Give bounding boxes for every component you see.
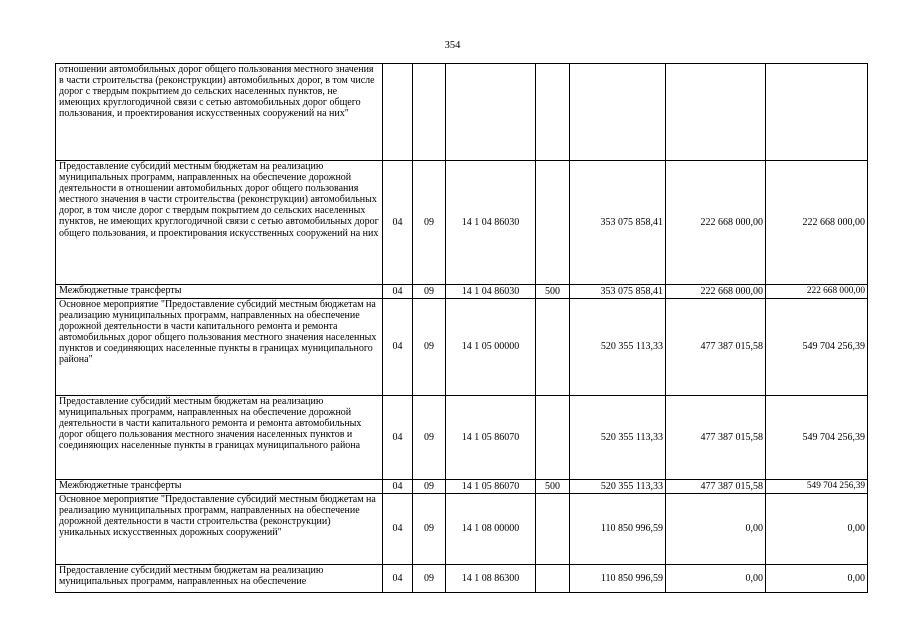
row-amount-3: 222 668 000,00 xyxy=(766,285,868,299)
row-amount-2: 222 668 000,00 xyxy=(666,285,766,299)
row-subsection: 09 xyxy=(413,494,446,565)
row-section: 04 xyxy=(383,299,413,396)
row-section: 04 xyxy=(383,285,413,299)
row-amount-1: 110 850 996,59 xyxy=(570,494,666,565)
table-row xyxy=(56,299,868,396)
row-section: 04 xyxy=(383,565,413,593)
row-amount-1: 520 355 113,33 xyxy=(570,396,666,480)
row-amount-3: 0,00 xyxy=(766,565,868,593)
row-subsection: 09 xyxy=(413,480,446,494)
table-row xyxy=(56,565,868,593)
row-section: 04 xyxy=(383,161,413,285)
row-target: 14 1 04 86030 xyxy=(446,285,536,299)
row-amount-2 xyxy=(666,64,766,161)
row-amount-2: 477 387 015,58 xyxy=(666,396,766,480)
row-description: Основное мероприятие "Предоставление субсидий местным бюджетам на реализацию муниципальных программ, направленных на обеспечение дорожной деятельности в части строительства (реконструкции) уникальных искусственных дорожных сооружений" xyxy=(56,494,383,565)
row-section: 04 xyxy=(383,480,413,494)
row-description: Предоставление субсидий местным бюджетам на реализацию муниципальных программ, направленных на обеспечение дорожной деятельности в части капитального ремонта и ремонта автомобильных дорог общего пользования местного значения населенных пунктов и соединяющих населенные пункты в границах муниципального района xyxy=(56,396,383,480)
row-type xyxy=(536,494,570,565)
row-amount-2: 222 668 000,00 xyxy=(666,161,766,285)
row-subsection: 09 xyxy=(413,396,446,480)
row-section xyxy=(383,64,413,161)
row-amount-1: 353 075 858,41 xyxy=(570,285,666,299)
row-target: 14 1 05 86070 xyxy=(446,396,536,480)
row-type xyxy=(536,299,570,396)
row-amount-3: 549 704 256,39 xyxy=(766,299,868,396)
row-subsection: 09 xyxy=(413,299,446,396)
table-row xyxy=(56,396,868,480)
budget-table xyxy=(55,63,868,593)
row-subsection: 09 xyxy=(413,285,446,299)
row-amount-3: 222 668 000,00 xyxy=(766,161,868,285)
row-amount-2: 0,00 xyxy=(666,565,766,593)
row-type xyxy=(536,161,570,285)
row-amount-2: 477 387 015,58 xyxy=(666,480,766,494)
row-amount-1: 520 355 113,33 xyxy=(570,480,666,494)
row-target: 14 1 05 86070 xyxy=(446,480,536,494)
row-target xyxy=(446,64,536,161)
row-description: Межбюджетные трансферты xyxy=(56,285,383,299)
row-subsection xyxy=(413,64,446,161)
row-section: 04 xyxy=(383,396,413,480)
row-amount-3: 549 704 256,39 xyxy=(766,480,868,494)
row-description: отношении автомобильных дорог общего пользования местного значения в части строительства (реконструкции) автомобильных дорог, в том числе дорог с твердым покрытием до сельских населенных пунктов, не имеющих круглогодичной связи с сетью автомобильных дорог общего пользования, и проектирования искусственных сооружений на них" xyxy=(56,64,383,161)
row-description: Предоставление субсидий местным бюджетам на реализацию муниципальных программ, направленных на обеспечение дорожной деятельности в отношении автомобильных дорог общего пользования местного значения в части строительства (реконструкции) автомобильных дорог, в том числе дорог с твердым покрытием до сельских населенных пунктов, не имеющих круглогодичной связи с сетью автомобильных дорог общего пользования, и проектирования искусственных сооружений на них xyxy=(56,161,383,285)
row-amount-1: 353 075 858,41 xyxy=(570,161,666,285)
row-amount-3: 549 704 256,39 xyxy=(766,396,868,480)
row-description: Основное мероприятие "Предоставление субсидий местным бюджетам на реализацию муниципальных программ, направленных на обеспечение дорожной деятельности в части капитального ремонта и ремонта автомобильных дорог общего пользования местного значения населенных пунктов и соединяющих населенные пункты в границах муниципального района" xyxy=(56,299,383,396)
row-description: Межбюджетные трансферты xyxy=(56,480,383,494)
row-subsection: 09 xyxy=(413,161,446,285)
table-row xyxy=(56,494,868,565)
row-amount-3: 0,00 xyxy=(766,494,868,565)
row-type: 500 xyxy=(536,480,570,494)
table-row xyxy=(56,161,868,285)
row-target: 14 1 04 86030 xyxy=(446,161,536,285)
row-target: 14 1 08 00000 xyxy=(446,494,536,565)
row-amount-3 xyxy=(766,64,868,161)
row-amount-2: 477 387 015,58 xyxy=(666,299,766,396)
row-target: 14 1 08 86300 xyxy=(446,565,536,593)
table-row xyxy=(56,64,868,161)
row-description: Предоставление субсидий местным бюджетам на реализацию муниципальных программ, направленных на обеспечение xyxy=(56,565,383,593)
row-type xyxy=(536,565,570,593)
row-type xyxy=(536,64,570,161)
row-subsection: 09 xyxy=(413,565,446,593)
page-number: 354 xyxy=(444,40,461,51)
row-section: 04 xyxy=(383,494,413,565)
row-type xyxy=(536,396,570,480)
row-target: 14 1 05 00000 xyxy=(446,299,536,396)
row-amount-2: 0,00 xyxy=(666,494,766,565)
table-row xyxy=(56,480,868,494)
table-row xyxy=(56,285,868,299)
row-amount-1 xyxy=(570,64,666,161)
row-amount-1: 110 850 996,59 xyxy=(570,565,666,593)
row-type: 500 xyxy=(536,285,570,299)
row-amount-1: 520 355 113,33 xyxy=(570,299,666,396)
